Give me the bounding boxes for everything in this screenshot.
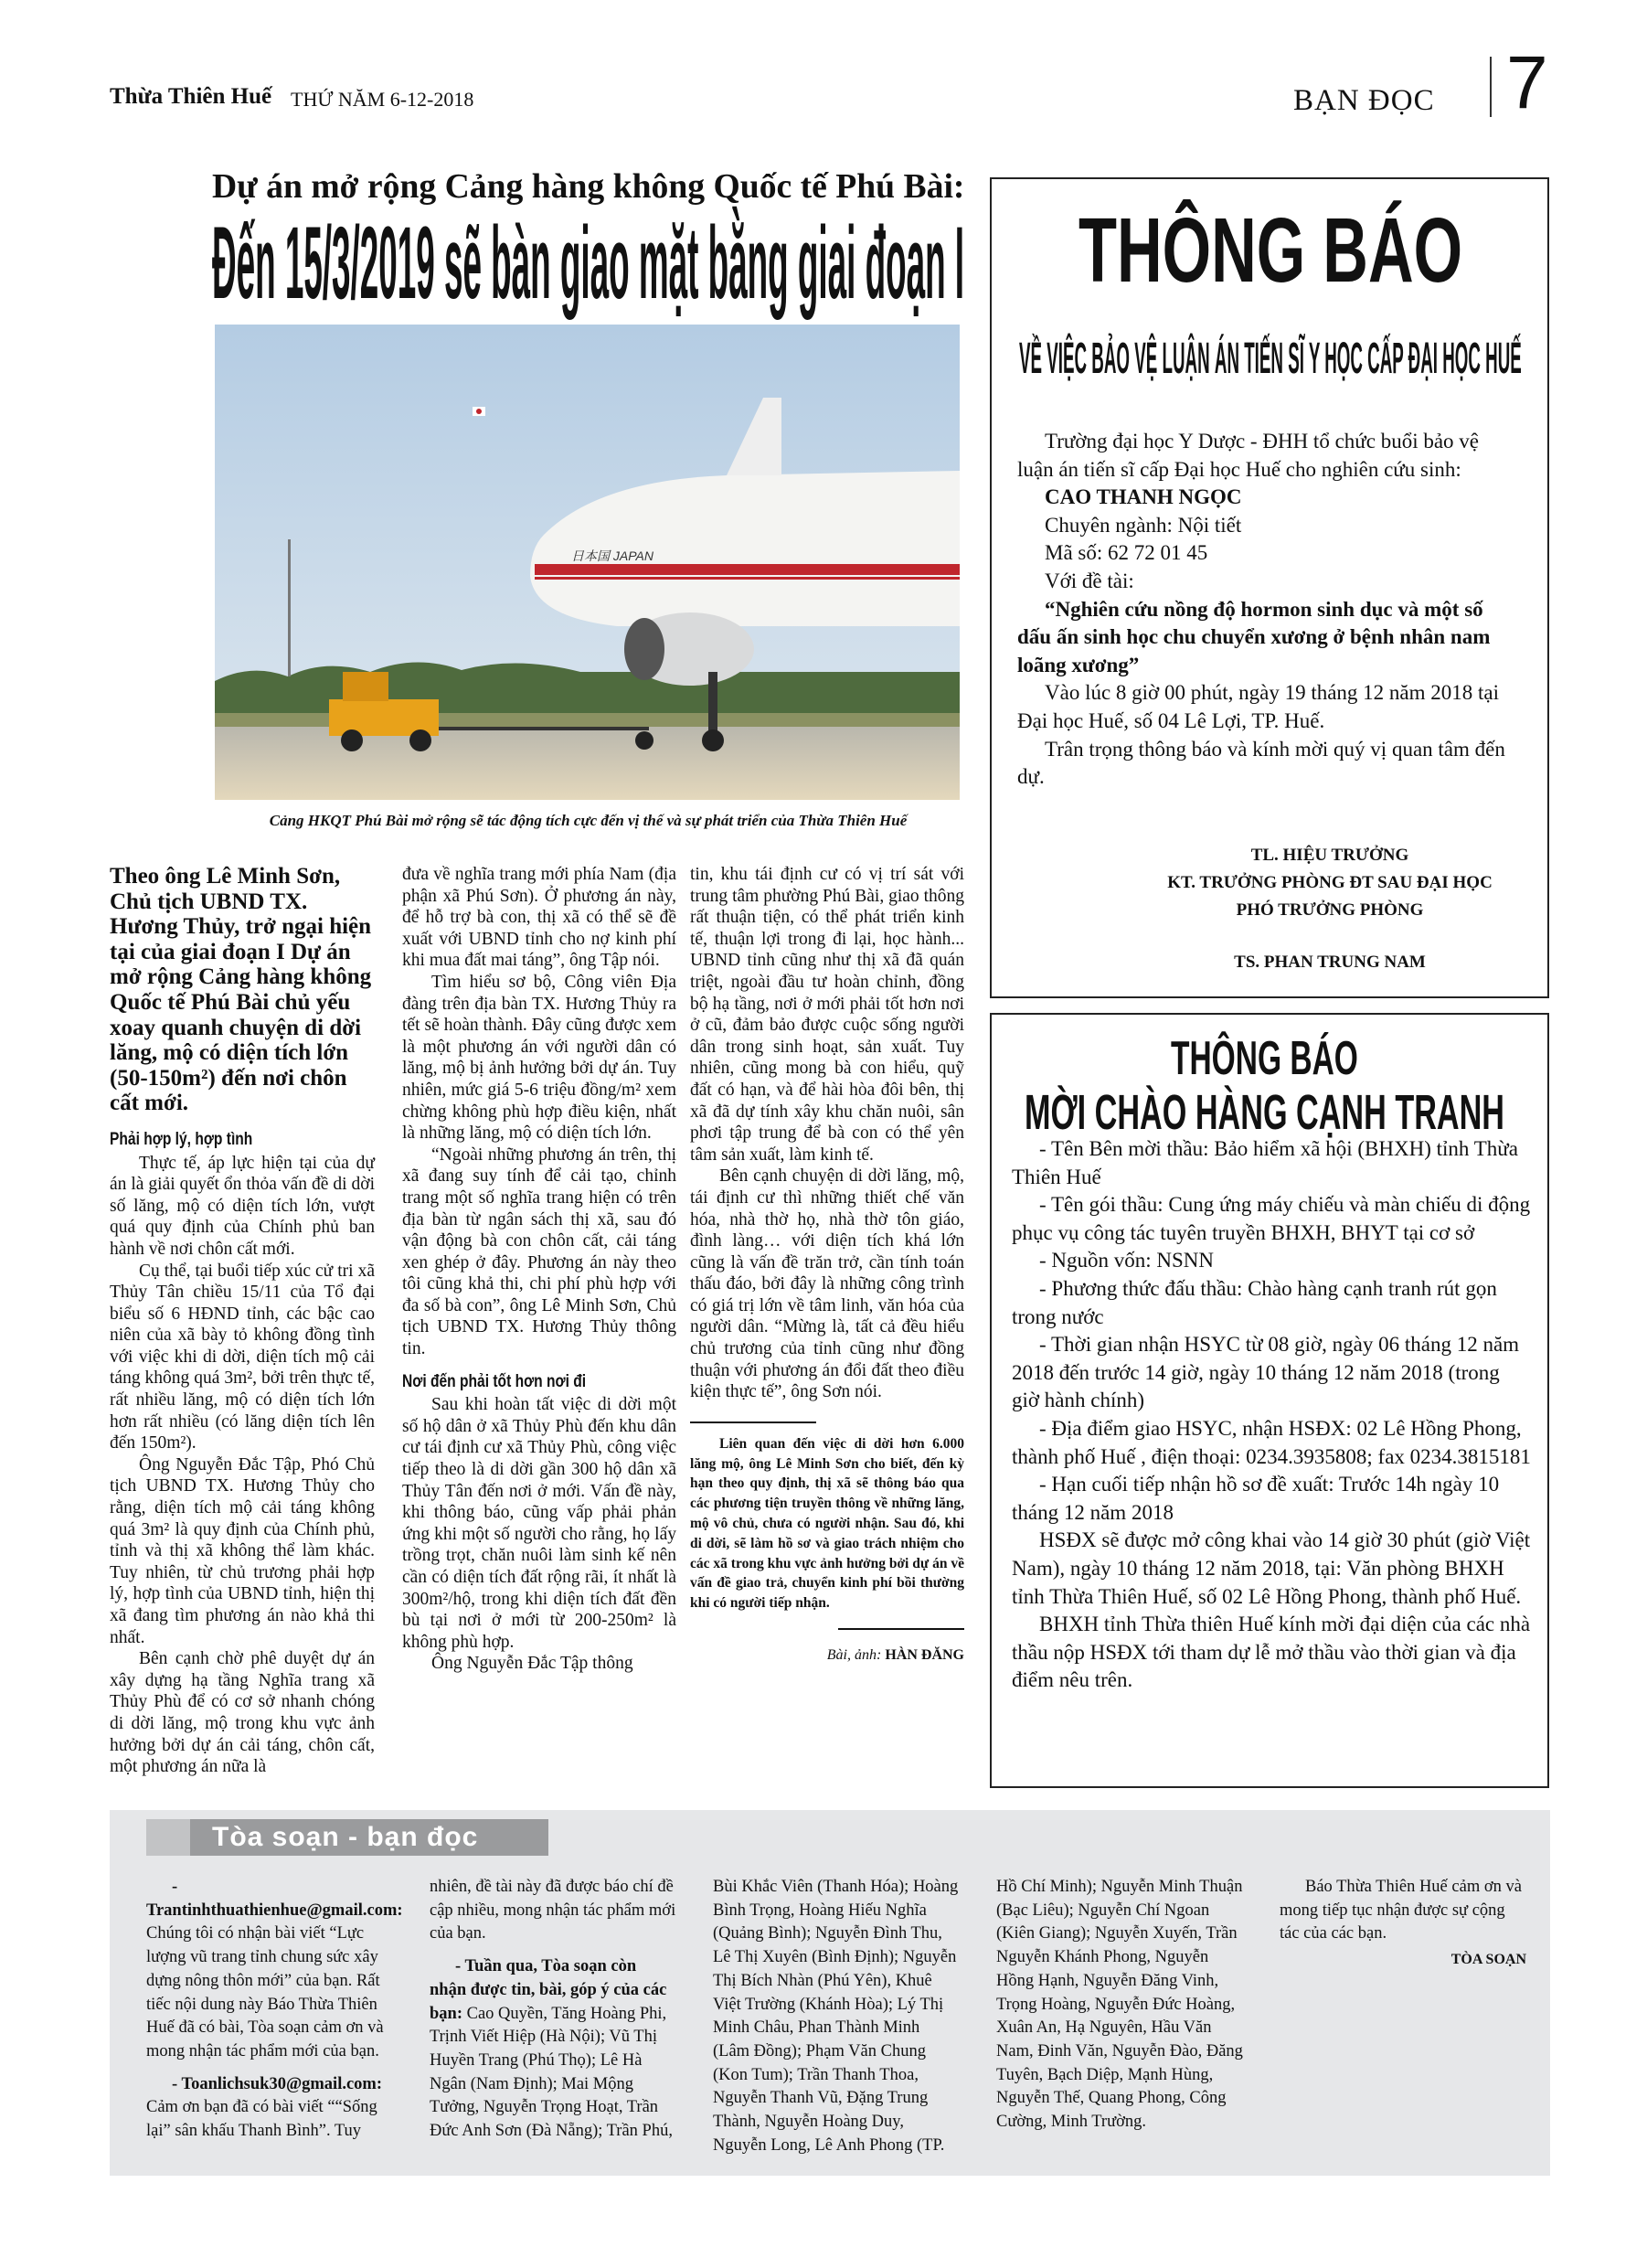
photo-caption: Cảng HKQT Phú Bài mở rộng sẽ tác động tích cực đến vị thế và sự phát triển của Thừa Thiên Huế bbox=[269, 812, 908, 829]
code: Mã số: 62 72 01 45 bbox=[1045, 541, 1208, 565]
list-item: - Thời gian nhận HSYC từ 08 giờ, ngày 06 tháng 12 năm 2018 đến trước 14 giờ, ngày 10 tháng 12 năm 2018 (trong giờ hành chính) bbox=[1012, 1333, 1520, 1412]
reader-entry: - Trantinhthuathienhue@gmail.com: Chúng tôi có nhận bài viết “Lực lượng vũ trang tỉnh chung sức xây dựng nông thôn mới” của bạn. Rất tiếc nội dung này Báo Thừa Thiên Huế đã có bài, Tòa soạn cảm ơn và mong nhận tác phẩm mới của bạn. bbox=[146, 1878, 403, 2060]
article-headline: Đến 15/3/2019 sẽ bàn giao mặt bằng giai đoạn I bbox=[212, 206, 965, 320]
paragraph: Tìm hiểu sơ bộ, Công viên Địa đàng trên địa bàn TX. Hương Thủy ra tết sẽ hoàn thành. Đây cũng được xem là một phương án với người dân có lăng, mộ bị ảnh hưởng bởi dự án. Tuy nhiên, mức giá 5-6 triệu đồng/m² xem chừng không phù hợp điều kiện, nhất là những lăng, mộ có diện tích lớn. bbox=[402, 972, 676, 1144]
article-lead: Theo ông Lê Minh Sơn, Chủ tịch UBND TX. Hương Thủy, trở ngại hiện tại của giai đoạn I Dự án mở rộng Cảng hàng không Quốc tế Phú Bài chủ yếu xoay quanh chuyện di dời lăng, mộ có diện tích lớn (50-150m²) đến nơi chôn cất mới. bbox=[110, 864, 372, 1116]
paragraph: Trân trọng thông báo và kính mời quý vị quan tâm đến dự. bbox=[1017, 737, 1505, 789]
list-item: - Địa điểm giao HSYC, nhận HSĐX: 02 Lê Hồng Phong, thành phố Huế , điện thoại: 0234.3935808; fax 0234.3815181 bbox=[1012, 1416, 1531, 1468]
list-item: - Tên gói thầu: Cung ứng máy chiếu và màn chiếu di động phục vụ công tác tuyên truyền BHXH, BHYT tại cơ sở bbox=[1012, 1193, 1531, 1244]
sidebar-note: Liên quan đến việc di dời hơn 6.000 lăng mộ, ông Lê Minh Sơn cho biết, đến kỳ hạn theo quy định, thị xã sẽ thông báo qua các phương tiện truyền thông về những lăng, mộ vô chủ, chưa có người nhận. Sau đó, khi di dời, sẽ làm hồ sơ và giao trách nhiệm cho các xã trong khu vực ảnh hưởng bởi dự án về vấn đề giao trả, chuyển kinh phí bồi thường khi có người tiếp nhận. bbox=[690, 1435, 964, 1612]
paragraph: Bên cạnh chờ phê duyệt dự án xây dựng hạ tầng Nghĩa trang xã Thủy Phù để có cơ sở nhanh chóng di dời lăng, mộ trong khu vực ảnh hưởng bởi dự án cải táng, chôn cất, một phương án nữa là bbox=[110, 1649, 375, 1777]
divider bbox=[838, 1628, 964, 1630]
newspaper-name: Thừa Thiên Huế bbox=[110, 84, 272, 109]
paragraph: tin, khu tái định cư có vị trí sát với trung tâm phường Phú Bài, giao thông rất thuận tiện, có thể phát triển kinh tế, thuận lợi trong đi lại, học hành... UBND tỉnh cũng như thị xã đã quán triệt, ngoài đầu tư hoàn chỉnh, đồng bộ hạ tầng, nơi ở mới phải tốt hơn nơi ở cũ, đảm bảo được cuộc sống người dân trong sinh hoạt, sản xuất. Tuy nhiên, cũng mong bà con hiểu, quỹ đất có hạn, và để hài hòa đôi bên, thị xã đã dự tính xây khu chăn nuôi, sân phơi tập trung để bà con có thể yên tâm sản xuất, làm kinh tế. bbox=[690, 865, 964, 1165]
paragraph: HSĐX sẽ được mở công khai vào 14 giờ 30 phút (giờ Việt Nam), ngày 10 tháng 12 năm 2018, tại: Văn phòng BHXH tỉnh Thừa Thiên Huế, số 02 Lê Hồng Phong, thành phố Huế. bbox=[1012, 1528, 1531, 1608]
paragraph: Trường đại học Y Dược - ĐHH tổ chức buổi bảo vệ luận án tiến sĩ cấp Đại học Huế cho nghiên cứu sinh: bbox=[1017, 430, 1480, 481]
thesis-defense-notice bbox=[990, 177, 1549, 998]
readers-panel bbox=[110, 1810, 1550, 2176]
article-photo bbox=[215, 325, 960, 800]
topic-label: Với đề tài: bbox=[1045, 569, 1134, 592]
paragraph: Ông Nguyễn Đắc Tập, Phó Chủ tịch UBND TX. Hương Thủy cho rằng, diện tích mộ cải táng không quá 3m² là quy định của Chính phủ, tỉnh và thị xã không thể làm khác. Tuy nhiên, từ chủ trương phải hợp lý, hợp tình của UBND tỉnh, hiện thị xã đang tìm phương án nào khả thi nhất. bbox=[110, 1454, 375, 1647]
section-header: Tòa soạn - bạn đọc bbox=[146, 1819, 548, 1856]
notice-title: THÔNG BÁO bbox=[1079, 199, 1463, 302]
issue-date: THỨ NĂM 6-12-2018 bbox=[291, 88, 474, 111]
thesis-topic: “Nghiên cứu nồng độ hormon sinh dục và một số dấu ấn sinh học chu chuyển xương ở bệnh nhân nam loãng xương” bbox=[1017, 597, 1491, 676]
notice-subtitle: VỀ VIỆC BẢO VỆ LUẬN ÁN TIẾN SĨ Y HỌC CẤP ĐẠI HỌC HUẾ bbox=[1019, 335, 1522, 383]
notice-title: THÔNG BÁO bbox=[1171, 1032, 1358, 1085]
thanks-note: Báo Thừa Thiên Huế cảm ơn và mong tiếp tục nhận được sự cộng tác của các bạn. bbox=[1280, 1878, 1522, 1943]
paragraph: đưa về nghĩa trang mới phía Nam (địa phận xã Phú Sơn). Ở phương án này, để hỗ trợ bà con, thị xã có thể sẽ đề xuất với UBND tỉnh cho nợ kinh phí khi mua đất mai táng”, ông Tập nói. bbox=[402, 865, 676, 971]
candidate-name: CAO THANH NGỌC bbox=[1045, 485, 1242, 509]
paragraph: Ông Nguyễn Đắc Tập thông bbox=[431, 1654, 633, 1674]
major: Chuyên ngành: Nội tiết bbox=[1045, 513, 1242, 537]
article-column-1 bbox=[110, 864, 375, 1778]
bidding-notice bbox=[990, 1013, 1549, 1788]
list-item: - Phương thức đấu thầu: Chào hàng cạnh tranh rút gọn trong nước bbox=[1012, 1276, 1497, 1328]
section-name: BẠN ĐỌC bbox=[1293, 84, 1435, 117]
article-column-3 bbox=[690, 864, 964, 1666]
paragraph: Cụ thể, tại buổi tiếp xúc cử tri xã Thủy Tân chiều 15/11 của Tổ đại biểu số 6 HĐND tỉnh, các bậc cao niên của xã bày tỏ không đồng tình với việc khi di dời, diện tích mộ cải táng không quá 3m², bởi trên thực tế, rất nhiều lăng, mộ có diện tích lớn hơn rất nhiều (có lăng diện tích lên đến 150m²). bbox=[110, 1261, 375, 1453]
list-item: - Hạn cuối tiếp nhận hồ sơ đề xuất: Trước 14h ngày 10 tháng 12 năm 2018 bbox=[1012, 1473, 1500, 1524]
page-number: 7 bbox=[1506, 41, 1548, 124]
paragraph: Vào lúc 8 giờ 00 phút, ngày 19 tháng 12 năm 2018 tại Đại học Huế, số 04 Lê Lợi, TP. Huế. bbox=[1017, 681, 1500, 732]
subheading: Phải hợp lý, hợp tình bbox=[110, 1129, 253, 1149]
divider bbox=[690, 1421, 816, 1423]
signature: TÒA SOẠN bbox=[1450, 1952, 1526, 1968]
paragraph: BHXH tỉnh Thừa thiên Huế kính mời đại diện của các nhà thầu nộp HSĐX tới tham dự lễ mở thầu vào thời gian và địa điểm nêu trên. bbox=[1012, 1613, 1531, 1692]
paragraph: Bên cạnh chuyện di dời lăng, mộ, tái định cư thì những thiết chế văn hóa, nhà thờ họ, nhà thờ tôn giáo, đình làng… với diện tích khá lớn cũng là vấn đề trăn trở, cần tính toán thấu đáo, bởi đây là những công trình có giá trị lớn về tâm linh, văn hóa của người dân. “Mừng là, tất cả đều hiểu chủ trương của tỉnh cũng như đồng thuận với phương án đổi đất theo điều kiện thực tế”, ông Sơn nói. bbox=[690, 1166, 964, 1402]
reader-entry: - Toanlichsuk30@gmail.com: Cảm ơn bạn đã có bài viết ““Sống lại” sân khấu Thanh Bình”. Tuy nhiên, đề tài này đã được báo chí đề cập nhiều, mong nhận tác phẩm mới của bạn. bbox=[146, 1878, 676, 2141]
subheading: Nơi đến phải tốt hơn nơi đi bbox=[402, 1371, 587, 1391]
byline: Bài, ảnh: HÀN ĐĂNG bbox=[826, 1647, 964, 1664]
paragraph: Thực tế, áp lực hiện tại của dự án là giải quyết ổn thỏa vấn đề di dời số lăng, mộ có diện tích lớn, vượt quá quy định của Chính phủ ban hành về nơi chôn cất mới. bbox=[110, 1153, 375, 1259]
signer-name: TS. PHAN TRUNG NAM bbox=[1234, 953, 1426, 972]
paragraph: Sau khi hoàn tất việc di dời một số hộ dân ở xã Thủy Phù đến khu dân cư tái định cư xã Thủy Phù, công việc tiếp theo là di dời gần 300 hộ dân xã Thủy Tân đến nơi ở mới. Vấn đề này, khi thông báo, cũng vấp phải phản ứng khi một số người cho rằng, họ lấy trồng trọt, chăn nuôi làm sinh kế nên cần có diện tích đất rộng rãi, ít nhất là 300m²/hộ, trong khi diện tích đất đền bù tại nơi ở mới từ 200-250m² là không phù hợp. bbox=[402, 1395, 676, 1652]
svg-text:日本国 JAPAN: 日本国 JAPAN bbox=[571, 548, 653, 563]
reader-entry: - Tuần qua, Tòa soạn còn nhận được tin, bài, góp ý của các bạn: Cao Quyền, Tăng Hoàng Phi, Trịnh Viết Hiệp (Hà Nội); Vũ Thị Huyền Trang (Phú Thọ); Lê Hà Ngân (Nam Định); Mai Mộng Tưởng, Nguyễn Trọng Hoạt, Trần Đức Anh Sơn (Đà Nẵng); Trần Phú, Bùi Khắc Viên (Thanh Hóa); Hoàng Bình Trọng, Hoàng Hiếu Nghĩa (Quảng Bình); Nguyễn Đình Thu, Lê Thị Xuyên (Bình Định); Nguyễn Thị Bích Nhàn (Phú Yên), Khuê Việt Trường (Khánh Hòa); Lý Thị Minh Châu, Phan Thành Minh (Lâm Đồng); Phạm Văn Chung (Kon Tum); Trần Thanh Thoa, Nguyễn Thanh Vũ, Đặng Trung Thành, Nguyễn Hoàng Duy, Nguyễn Long, Lê Anh Phong (TP. Hồ Chí Minh); Nguyễn Minh Thuận (Bạc Liêu); Nguyễn Chí Ngoan (Kiên Giang); Nguyễn Xuyến, Trần Nguyễn Khánh Phong, Nguyễn Hồng Hạnh, Nguyễn Đăng Vinh, Trọng Hoàng, Nguyễn Đức Hoàng, Xuân An, Hạ Nguyên, Hầu Văn Nam, Đinh Văn, Nguyễn Đào, Đăng Tuyên, Bạch Diệp, Mạnh Hùng, Nguyễn Thế, Quang Phong, Công Cường, Minh Trường. bbox=[430, 1878, 1243, 2155]
signature-block: TL. HIỆU TRƯỞNG KT. TRƯỞNG PHÒNG ĐT SAU ĐẠI HỌC PHÓ TRƯỞNG PHÒNG TS. PHAN TRUNG NAM bbox=[1138, 842, 1522, 976]
article-kicker: Dự án mở rộng Cảng hàng không Quốc tế Phú Bài: bbox=[212, 167, 965, 206]
paragraph: “Ngoài những phương án trên, thị xã đang suy tính để cải tạo, chỉnh trang một số nghĩa trang hiện có trên địa bàn từ ngân sách thị xã, sau đó vận động bà con chôn cất, cải táng xen ghép ở đây. Phương án này theo tôi cũng khả thi, chi phí phù hợp với đa số bà con”, ông Lê Minh Sơn, Chủ tịch UBND TX. Hương Thủy thông tin. bbox=[402, 1145, 676, 1359]
divider bbox=[1490, 57, 1492, 117]
notice-title: MỜI CHÀO HÀNG CẠNH TRANH bbox=[1025, 1085, 1505, 1140]
list-item: - Nguồn vốn: NSNN bbox=[1039, 1249, 1215, 1272]
list-item: - Tên Bên mời thầu: Bảo hiểm xã hội (BHXH) tỉnh Thừa Thiên Huế bbox=[1012, 1137, 1518, 1188]
article-column-2 bbox=[402, 864, 676, 1675]
